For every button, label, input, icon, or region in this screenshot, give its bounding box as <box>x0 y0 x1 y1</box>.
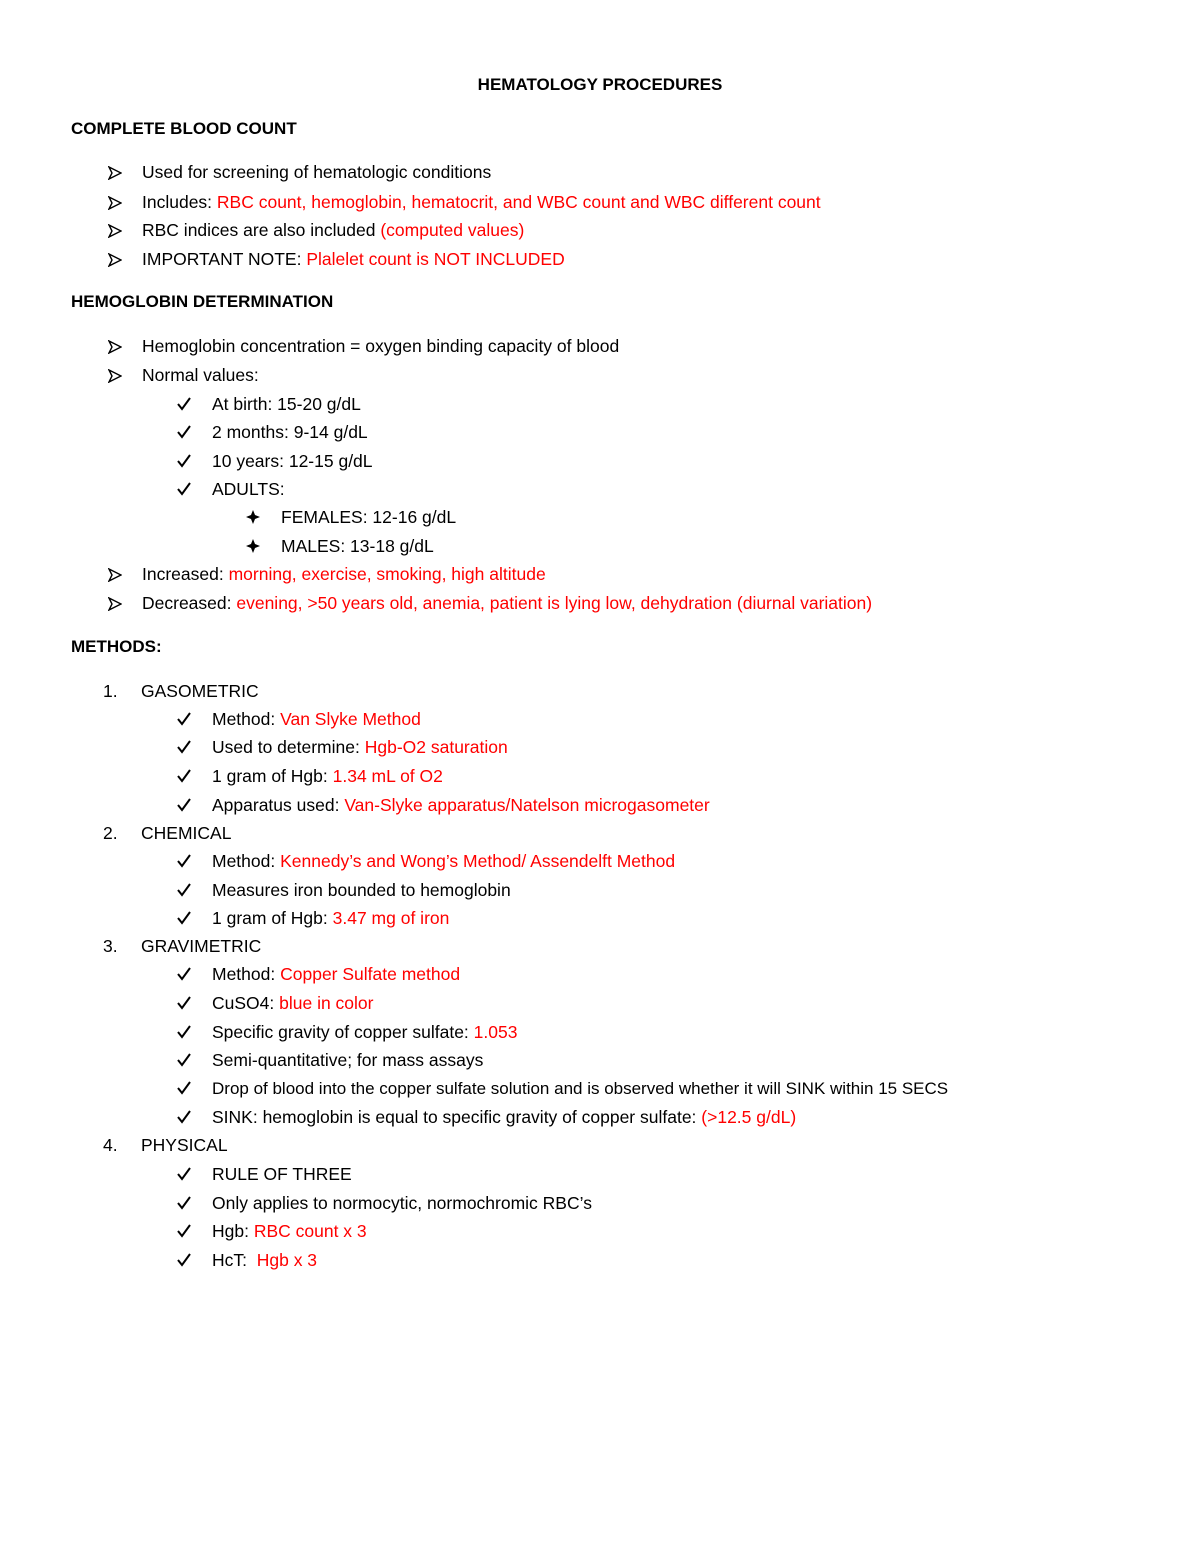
checkmark-bullet-icon <box>177 450 212 472</box>
section-heading-methods: METHODS: <box>71 637 162 656</box>
list-item <box>108 161 491 183</box>
item-value: Copper Sulfate method <box>280 964 461 984</box>
section-heading-hemoglobin: HEMOGLOBIN DETERMINATION <box>71 292 334 311</box>
list-item <box>177 992 374 1014</box>
item-label: ADULTS: <box>212 479 285 499</box>
item-label: 2 months: 9-14 g/dL <box>212 422 368 442</box>
checkmark-bullet-icon <box>177 1021 212 1043</box>
method-name: PHYSICAL <box>141 1135 228 1155</box>
item-value: 3.47 mg of iron <box>332 908 450 928</box>
list-item <box>177 708 421 730</box>
list-number: 2. <box>103 823 118 843</box>
list-item <box>246 535 434 557</box>
list-item <box>177 1021 517 1043</box>
list-item <box>108 219 524 241</box>
checkmark-bullet-icon <box>177 765 212 787</box>
item-label: At birth: 15-20 g/dL <box>212 394 361 414</box>
item-label: IMPORTANT NOTE: <box>142 249 307 269</box>
item-label: RBC indices are also included <box>142 220 381 240</box>
list-item <box>177 1192 592 1214</box>
method-heading <box>103 680 259 702</box>
list-item <box>108 191 821 213</box>
arrowhead-bullet-icon <box>108 563 142 585</box>
checkmark-bullet-icon <box>177 992 212 1014</box>
item-value: Plalelet count is NOT INCLUDED <box>306 249 565 269</box>
list-item <box>177 393 361 415</box>
checkmark-bullet-icon <box>177 1192 212 1214</box>
list-item <box>177 765 443 787</box>
checkmark-bullet-icon <box>177 794 212 816</box>
arrowhead-bullet-icon <box>108 191 142 213</box>
item-label: Only applies to normocytic, normochromic RBC’s <box>212 1193 592 1213</box>
arrowhead-bullet-icon <box>108 161 142 183</box>
list-number: 1. <box>103 681 118 701</box>
diamond-bullet-icon <box>246 535 281 557</box>
checkmark-bullet-icon <box>177 736 212 758</box>
list-item <box>177 421 368 443</box>
item-label: Normal values: <box>142 365 259 385</box>
item-label: 10 years: 12-15 g/dL <box>212 451 373 471</box>
checkmark-bullet-icon <box>177 393 212 415</box>
item-label: Method: <box>212 709 281 729</box>
item-value: (>12.5 g/dL) <box>701 1107 797 1127</box>
checkmark-bullet-icon <box>177 963 212 985</box>
item-label: Increased: <box>142 564 229 584</box>
list-item <box>177 478 285 500</box>
section-heading-cbc: COMPLETE BLOOD COUNT <box>71 119 297 138</box>
list-item <box>108 335 619 357</box>
item-value: Kennedy’s and Wong’s Method/ Assendelft Method <box>280 851 676 871</box>
item-value: Van-Slyke apparatus/Natelson microgasometer <box>344 795 710 815</box>
list-item <box>177 850 675 872</box>
list-item <box>177 1106 796 1128</box>
item-label: Method: <box>212 964 281 984</box>
item-label: Drop of blood into the copper sulfate solution and is observed whether it will SINK within 15 SECS <box>212 1079 949 1098</box>
list-item <box>108 563 546 585</box>
item-value: 1.34 mL of O2 <box>332 766 443 786</box>
diamond-bullet-icon <box>246 506 281 528</box>
document-title: HEMATOLOGY PROCEDURES <box>477 75 723 94</box>
arrowhead-bullet-icon <box>108 219 142 241</box>
item-label: Semi-quantitative; for mass assays <box>212 1050 484 1070</box>
list-item <box>177 1049 483 1071</box>
item-label: 1 gram of Hgb: <box>212 766 333 786</box>
list-item <box>177 794 710 816</box>
checkmark-bullet-icon <box>177 1106 212 1128</box>
checkmark-bullet-icon <box>177 1163 212 1185</box>
list-item <box>177 1163 352 1185</box>
list-item <box>177 1220 367 1242</box>
method-heading <box>103 935 261 957</box>
checkmark-bullet-icon <box>177 1049 212 1071</box>
checkmark-bullet-icon <box>177 907 212 929</box>
list-item <box>177 450 373 472</box>
arrowhead-bullet-icon <box>108 248 142 270</box>
list-item <box>177 907 449 929</box>
arrowhead-bullet-icon <box>108 364 142 386</box>
item-label: RULE OF THREE <box>212 1164 352 1184</box>
checkmark-bullet-icon <box>177 879 212 901</box>
list-item <box>108 248 565 270</box>
arrowhead-bullet-icon <box>108 335 142 357</box>
item-label: Apparatus used: <box>212 795 345 815</box>
checkmark-bullet-icon <box>177 1078 212 1100</box>
list-item <box>177 736 508 758</box>
item-label: Includes: <box>142 192 217 212</box>
item-label: 1 gram of Hgb: <box>212 908 333 928</box>
checkmark-bullet-icon <box>177 850 212 872</box>
checkmark-bullet-icon <box>177 1249 212 1271</box>
list-item <box>177 879 511 901</box>
item-label: FEMALES: 12-16 g/dL <box>281 507 457 527</box>
item-label: Method: <box>212 851 281 871</box>
item-value: RBC count, hemoglobin, hematocrit, and WBC count and WBC different count <box>216 192 821 212</box>
item-label: Used for screening of hematologic conditions <box>142 162 492 182</box>
checkmark-bullet-icon <box>177 708 212 730</box>
item-label: HcT: <box>212 1250 257 1270</box>
item-value: morning, exercise, smoking, high altitude <box>228 564 546 584</box>
item-label: MALES: 13-18 g/dL <box>281 536 434 556</box>
item-value: (computed values) <box>380 220 525 240</box>
method-name: GASOMETRIC <box>141 681 259 701</box>
method-name: CHEMICAL <box>141 823 232 843</box>
item-label: Decreased: <box>142 593 237 613</box>
arrowhead-bullet-icon <box>108 592 142 614</box>
item-label: Specific gravity of copper sulfate: <box>212 1022 474 1042</box>
list-item <box>177 1249 317 1271</box>
checkmark-bullet-icon <box>177 1220 212 1242</box>
item-label: Hemoglobin concentration = oxygen binding capacity of blood <box>142 336 620 356</box>
item-value: 1.053 <box>473 1022 518 1042</box>
method-heading <box>103 822 231 844</box>
list-number: 4. <box>103 1135 118 1155</box>
item-value: evening, >50 years old, anemia, patient is lying low, dehydration (diurnal variation) <box>236 593 873 613</box>
checkmark-bullet-icon <box>177 478 212 500</box>
item-value: blue in color <box>279 993 374 1013</box>
item-label: SINK: hemoglobin is equal to specific gravity of copper sulfate: <box>212 1107 702 1127</box>
item-label: CuSO4: <box>212 993 280 1013</box>
list-item <box>177 963 460 985</box>
method-heading <box>103 1134 228 1156</box>
list-number: 3. <box>103 936 118 956</box>
list-item <box>108 592 872 614</box>
list-item <box>246 506 456 528</box>
item-value: Hgb x 3 <box>256 1250 318 1270</box>
item-label: Used to determine: <box>212 737 365 757</box>
item-value: Van Slyke Method <box>280 709 421 729</box>
list-item <box>177 1078 948 1100</box>
item-label: Measures iron bounded to hemoglobin <box>212 880 511 900</box>
item-value: Hgb-O2 saturation <box>364 737 508 757</box>
item-label: Hgb: <box>212 1221 254 1241</box>
list-item <box>108 364 259 386</box>
checkmark-bullet-icon <box>177 421 212 443</box>
item-value: RBC count x 3 <box>253 1221 367 1241</box>
method-name: GRAVIMETRIC <box>141 936 262 956</box>
